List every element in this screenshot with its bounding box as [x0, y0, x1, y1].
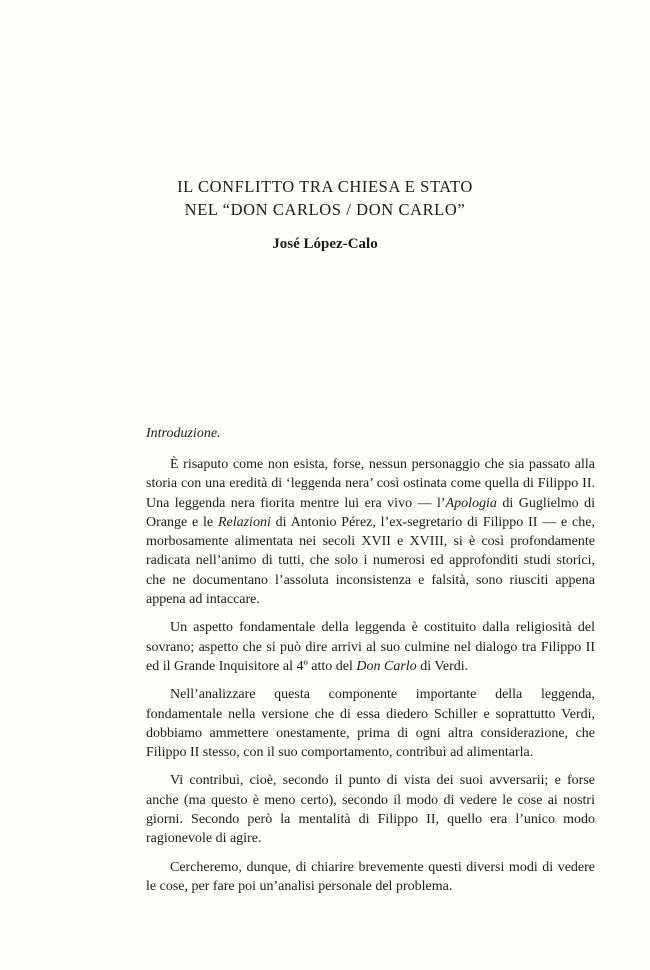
section-heading: Introduzione. [146, 426, 221, 441]
paragraph-2-text-a: Un aspetto fondamentale della leggenda è costituito dalla religiosità del sovrano; aspetto che si può dire arrivi al suo culmine nel dialogo tra Filippo II ed il Grande Inquisitore al 4º atto del [146, 620, 595, 674]
article-title [0, 175, 650, 221]
paragraph-4: Vi contribuì, cioè, secondo il punto di vista dei suoi avversarii; e forse anche (ma questo è meno certo), secondo il modo di vedere le cose ai nostri giorni. Secondo però la mentalità di Filippo II, quello era l’unico modo ragionevole di agire. [146, 773, 595, 847]
title-line-1: IL CONFLITTO TRA CHIESA E STATO [177, 177, 473, 196]
author-name: José López-Calo [272, 236, 378, 252]
paragraph-1 [146, 455, 595, 609]
paragraph-1-title-relazioni: Relazioni [217, 514, 271, 530]
paragraph-1-text-c: di Guglielmo di Orange e le [146, 495, 595, 530]
title-line-2: NEL “DON CARLOS / DON CARLO” [184, 200, 466, 219]
paragraph-1-title-apologia: Apologia [445, 495, 497, 511]
article-body [146, 455, 595, 896]
paragraph-2-title-don-carlo: Don Carlo [356, 658, 417, 674]
paragraph-2-text-c: di Verdi. [416, 658, 469, 674]
paragraph-1-text-e: di Antonio Pérez, l’ex-segretario di Filippo II — e che, morbosamente alimentata nei secoli XVII e XVIII, si è così profondamente radicata nell’animo di tutti, che solo i numerosi ed approfonditi studi storici, che ne documentano l’assoluta inconsistenza e falsità, sono riusciti appena appena ad intaccare. [146, 514, 595, 608]
paragraph-5: Cercheremo, dunque, di chiarire brevemente questi diversi modi di vedere le cose, per fare poi un’analisi personale del problema. [146, 859, 595, 894]
paragraph-2 [146, 618, 595, 676]
paragraph-1-text-a: È risaputo come non esista, forse, nessun personaggio che sia passato alla storia con una eredità di ‘leggenda nera’ così ostinata come quella di Filippo II. Una leggenda nera fiorita mentre lui era vivo — l’ [146, 457, 595, 511]
paragraph-3: Nell’analizzare questa componente importante della leggenda, fondamentale nella versione che di essa diedero Schiller e soprattutto Verdi, dobbiamo ammettere onestamente, prima di ogni altra considerazione, che Filippo II stesso, con il suo comportamento, contribuì ad alimentarla. [146, 687, 595, 761]
